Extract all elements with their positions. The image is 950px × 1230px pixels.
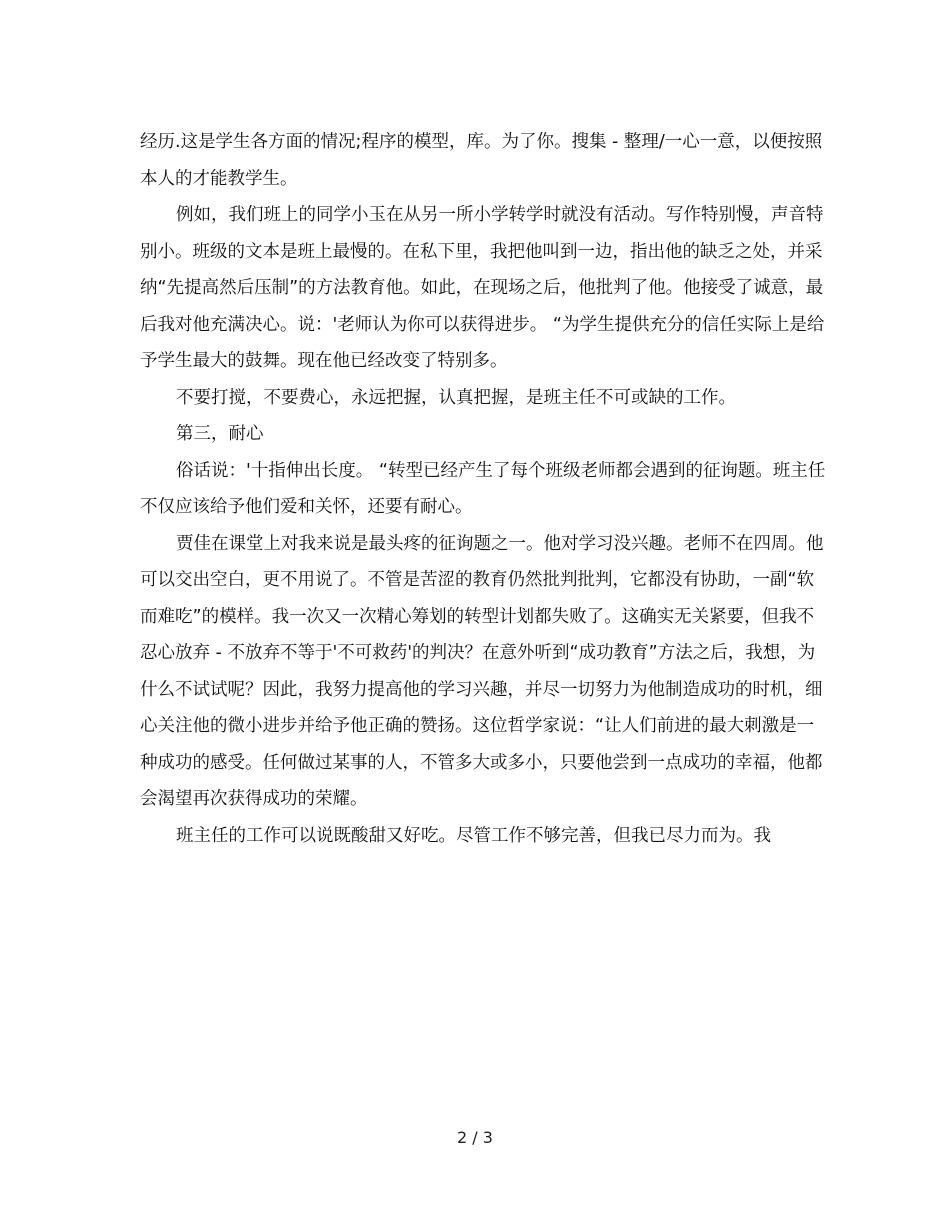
page-number: 2 / 3 (457, 1128, 493, 1147)
paragraph-3: 不要打搅，不要费心，永远把握，认真把握，是班主任不可或缺的工作。 (176, 387, 736, 408)
paragraph-4: 俗话说：'十指伸出长度。 “转型已经产生了每个班级老师都会遇到的征询题。班主任不仅应该给予他们爱和关怀，还要有耐心。 (140, 460, 826, 517)
paragraph-5: 贾佳在课堂上对我来说是最头疼的征询题之一。他对学习没兴趣。老师不在四周。他可以交出空白，更不用说了。不管是苦涩的教育仍然批判批判，它都没有协助，一副“软而难吃”的模样。我一次又一次精心筹划的转型计划都失败了。这确实无关紧要，但我不忍心放弃 - 不放弃不等于'不可救药'的判决？在意外听到“成功教育”方法之后，我想，为什么不试试呢？因此，我努力提高他的学习兴趣，并尽一切努力为他制造成功的时机，细心关注他的微小进步并给予他正确的赞扬。这位哲学家说：“让人们前进的最大刺激是一种成功的感受。任何做过某事的人，不管多大或多小，只要他尝到一点成功的幸福，他都会渴望再次获得成功的荣耀。 (140, 533, 824, 809)
section-heading: 第三，耐心 (176, 424, 264, 444)
paragraph-2: 例如，我们班上的同学小玉在从另一所小学转学时就没有活动。写作特别慢，声音特别小。班级的文本是班上最慢的。在私下里，我把他叫到一边，指出他的缺乏之处，并采纳“先提高然后压制”的方法教育他。如此，在现场之后，他批判了他。他接受了诚意，最后我对他充满决心。说：'老师认为你可以获得进步。 “为学生提供充分的信任实际上是给予学生最大的鼓舞。现在他已经改变了特别多。 (140, 205, 825, 371)
paragraph-1: 经历.这是学生各方面的情况;程序的模型，库。为了你。搜集 - 整理/一心一意，以便按照本人的才能教学生。 (140, 132, 823, 189)
paragraph-6: 班主任的工作可以说既酸甜又好吃。尽管工作不够完善，但我已尽力而为。我 (176, 825, 771, 846)
body-text (140, 124, 830, 854)
